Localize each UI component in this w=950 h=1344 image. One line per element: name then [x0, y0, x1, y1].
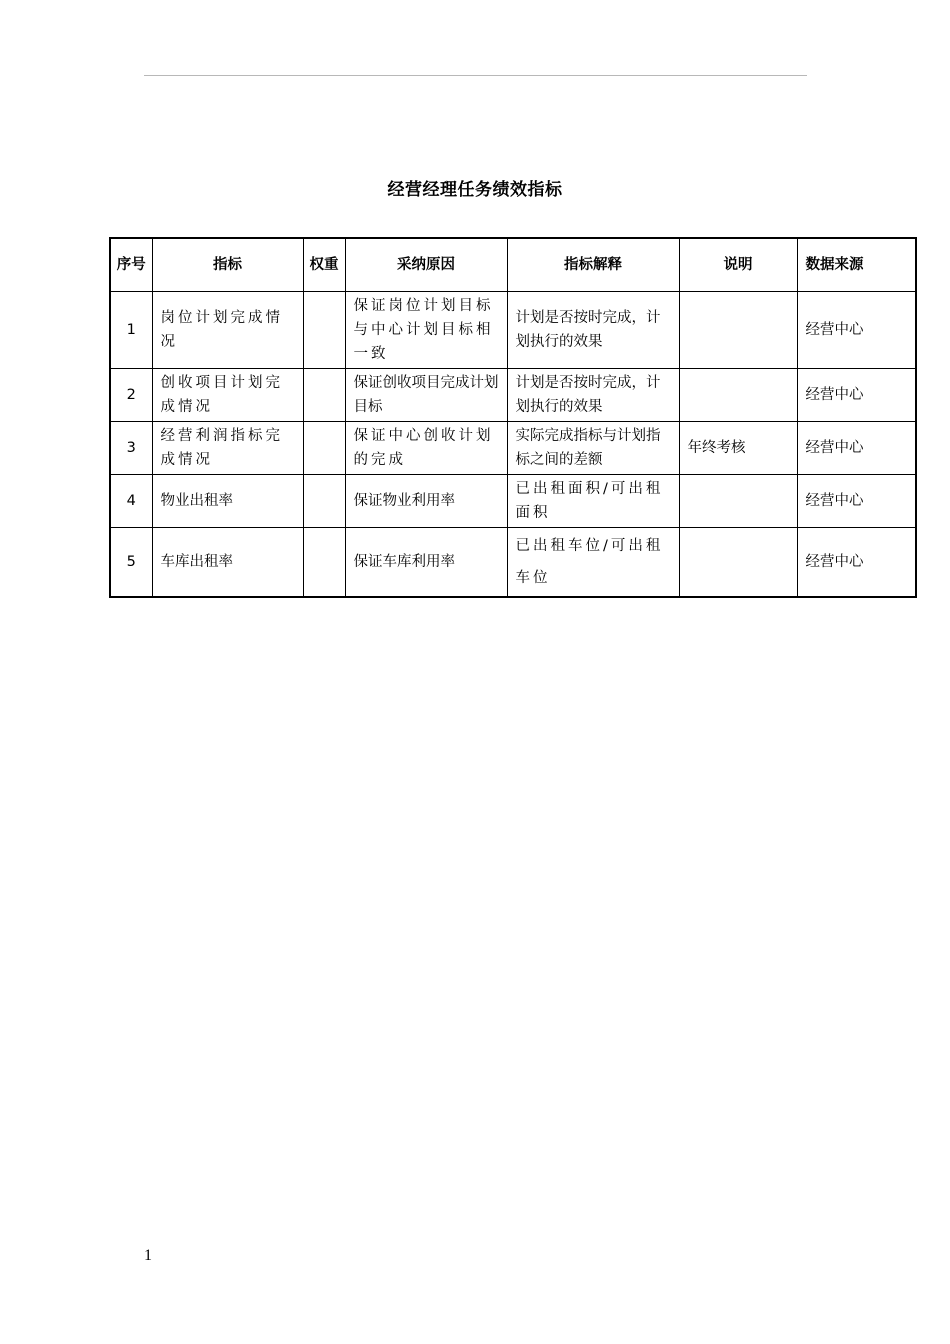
- cell-source: 经营中心: [797, 422, 916, 475]
- cell-note: [679, 369, 797, 422]
- table-row: [110, 475, 916, 528]
- cell-source: 经营中心: [797, 292, 916, 369]
- cell-weight: [303, 292, 345, 369]
- cell-explanation: 已出租车位/可出租车位: [507, 528, 679, 598]
- cell-reason: 保证中心创收计划的完成: [345, 422, 507, 475]
- page-number: 1: [144, 1247, 152, 1264]
- cell-note: 年终考核: [679, 422, 797, 475]
- cell-indicator: 经营利润指标完成情况: [152, 422, 303, 475]
- header-reason: 采纳原因: [345, 238, 507, 292]
- cell-weight: [303, 528, 345, 598]
- cell-weight: [303, 475, 345, 528]
- cell-reason: 保证岗位计划目标与中心计划目标相一致: [345, 292, 507, 369]
- performance-indicator-table: [109, 237, 917, 598]
- cell-explanation: 计划是否按时完成，计划执行的效果: [507, 369, 679, 422]
- cell-source: 经营中心: [797, 475, 916, 528]
- cell-explanation: 已出租面积/可出租面积: [507, 475, 679, 528]
- table-row: [110, 292, 916, 369]
- document-title: 经营经理任务绩效指标: [387, 180, 563, 200]
- cell-explanation: 计划是否按时完成，计划执行的效果: [507, 292, 679, 369]
- header-rule: [144, 75, 807, 76]
- header-weight: 权重: [303, 238, 345, 292]
- header-seq: 序号: [110, 238, 152, 292]
- table-row: [110, 422, 916, 475]
- cell-seq: 3: [110, 422, 152, 475]
- cell-explanation: 实际完成指标与计划指标之间的差额: [507, 422, 679, 475]
- cell-indicator: 物业出租率: [152, 475, 303, 528]
- header-source: 数据来源: [797, 238, 916, 292]
- header-explanation: 指标解释: [507, 238, 679, 292]
- header-indicator: 指标: [152, 238, 303, 292]
- table-row: [110, 528, 916, 598]
- cell-source: 经营中心: [797, 369, 916, 422]
- cell-reason: 保证创收项目完成计划目标: [345, 369, 507, 422]
- cell-weight: [303, 422, 345, 475]
- cell-note: [679, 475, 797, 528]
- cell-reason: 保证物业利用率: [345, 475, 507, 528]
- table-header-row: [110, 238, 916, 292]
- cell-seq: 4: [110, 475, 152, 528]
- cell-seq: 1: [110, 292, 152, 369]
- cell-indicator: 创收项目计划完成情况: [152, 369, 303, 422]
- cell-indicator: 车库出租率: [152, 528, 303, 598]
- cell-note: [679, 292, 797, 369]
- cell-source: 经营中心: [797, 528, 916, 598]
- cell-seq: 2: [110, 369, 152, 422]
- table-row: [110, 369, 916, 422]
- cell-note: [679, 528, 797, 598]
- header-note: 说明: [679, 238, 797, 292]
- cell-reason: 保证车库利用率: [345, 528, 507, 598]
- cell-weight: [303, 369, 345, 422]
- cell-indicator: 岗位计划完成情况: [152, 292, 303, 369]
- cell-seq: 5: [110, 528, 152, 598]
